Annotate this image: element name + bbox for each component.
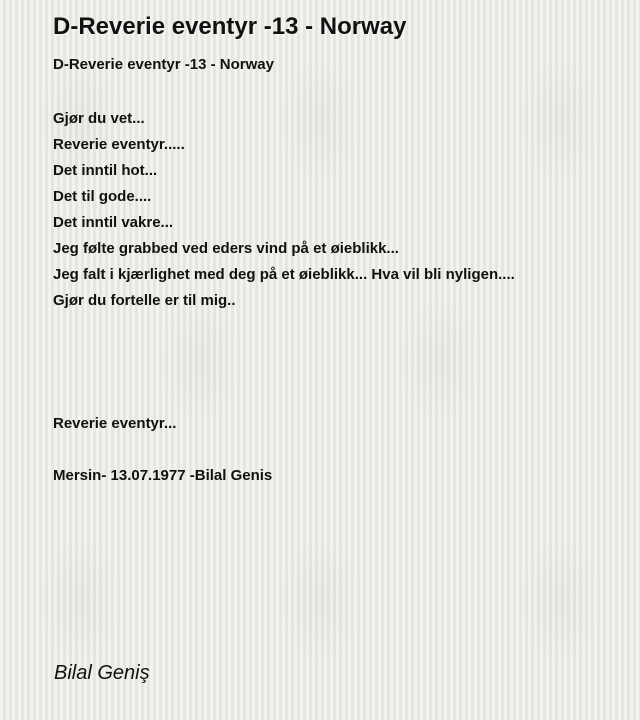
author-name: Bilal Geniş	[54, 662, 150, 684]
poem-title: D-Reverie eventyr -13 - Norway	[53, 13, 407, 40]
poem-page	[53, 0, 623, 720]
poem-line: Gjør du vet...	[53, 110, 145, 127]
poem-line: Det inntil hot...	[53, 162, 158, 179]
poem-line: Gjør du fortelle er til mig..	[53, 292, 236, 309]
poem-line: Det inntil vakre...	[53, 214, 174, 231]
poem-line: Jeg følte grabbed ved eders vind på et øieblikk...	[53, 240, 399, 257]
poem-refrain: Reverie eventyr...	[53, 415, 177, 432]
poem-signature-line: Mersin- 13.07.1977 -Bilal Genis	[53, 467, 273, 484]
poem-line: Jeg falt i kjærlighet med deg på et øieblikk... Hva vil bli nyligen....	[53, 266, 515, 283]
poem-body	[53, 106, 515, 314]
poem-subtitle: D-Reverie eventyr -13 - Norway	[53, 56, 274, 73]
poem-line: Reverie eventyr.....	[53, 136, 185, 153]
poem-line: Det til gode....	[53, 188, 152, 205]
